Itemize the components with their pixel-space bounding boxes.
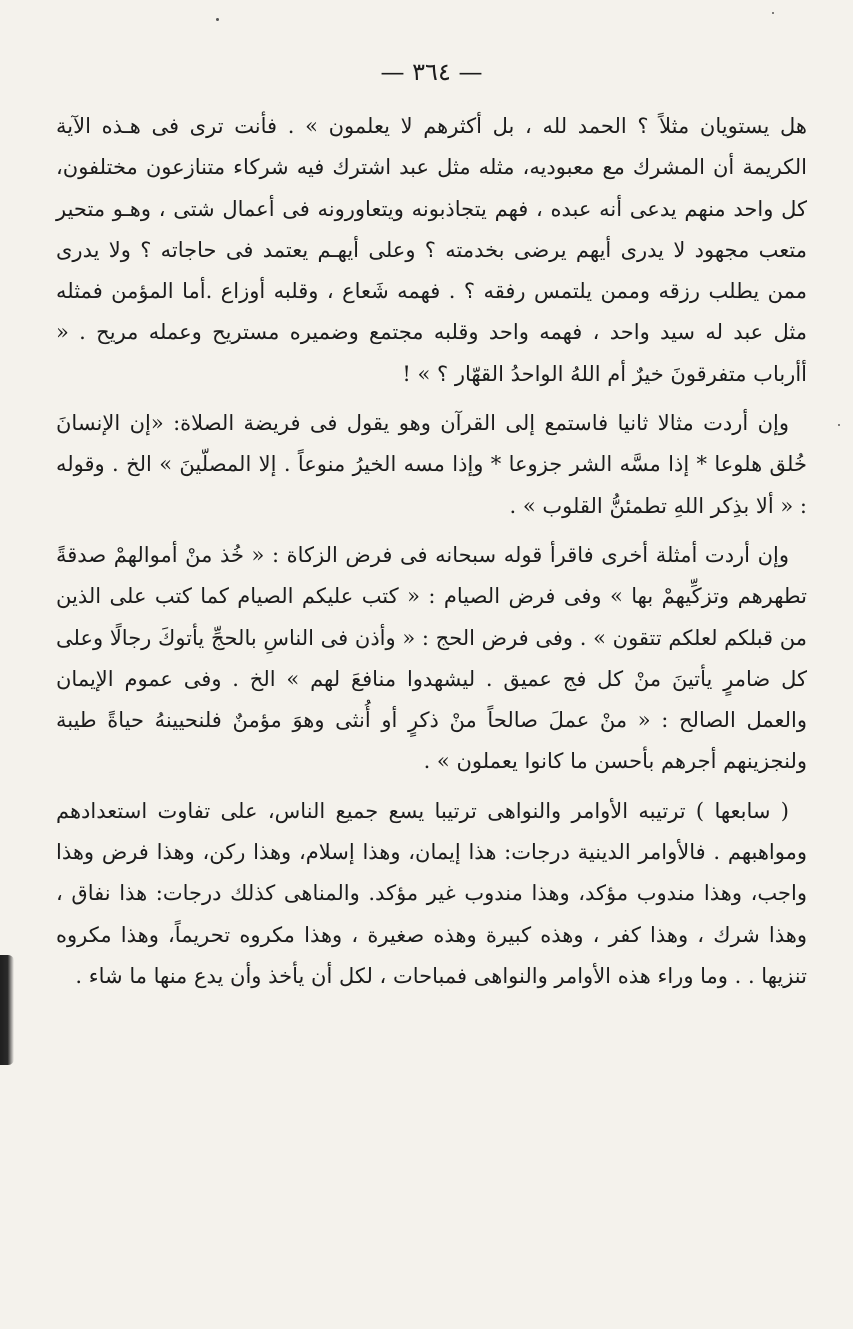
page-number: — ٣٦٤ — <box>380 58 483 86</box>
paragraph-2: وإن أردت مثالا ثانيا فاستمع إلى القرآن وهو يقول فى فريضة الصلاة: «إن الإنسانَ خُلق هلوعا * إذا مسَّه الشر جزوعا * وإذا مسه الخيرُ منوعاً . إلا المصلّينَ » الخ . وقوله : « ألا بذِكر اللهِ تطمئنُّ القلوب » . <box>56 411 807 518</box>
paragraph-4: ( سابعها ) ترتيبه الأوامر والنواهى ترتيبا يسع جميع الناس، على تفاوت استعدادهم ومواهبهم . فالأوامر الدينية درجات: هذا إيمان، وهذا إسلام، وهذا ركن، وهذا فرض وهذا واجب، وهذا مندوب مؤكد، وهذا مندوب غير مؤكد. والمناهى كذلك درجات: هذا نفاق ، وهذا شرك ، وهذا كفر ، وهذه كبيرة وهذه صغيرة ، وهذا مكروه تحريماً، وهذا مكروه تنزيها . . وما وراء هذه الأوامر والنواهى فمباحات ، لكل أن يأخذ وأن يدع منها ما شاء . <box>56 798 807 988</box>
scan-speck <box>216 18 219 21</box>
paragraph-3: وإن أردت أمثلة أخرى فاقرأ قوله سبحانه فى فرض الزكاة : « خُذ منْ أموالهمْ صدقةً تطهرهم وتزكِّيهمْ بها » وفى فرض الصيام : « كتب عليكم الصيام كما كتب على الذين من قبلكم لعلكم تتقون » . وفى فرض الحج : « وأذن فى الناسِ بالحجِّ يأتوكَ رجالًا وعلى كل ضامرٍ يأتينَ منْ كل فج عميق . ليشهدوا منافعَ لهم » الخ . وفى عموم الإيمان والعمل الصالح : « منْ عملَ صالحاً منْ ذكرٍ أو أُنثى وهوَ مؤمنٌ فلنحيينهُ حياةً طيبة ولنجزينهم أجرهم بأحسن ما كانوا يعملون » . <box>56 542 808 774</box>
paragraph-1: هل يستويان مثلاً ؟ الحمد لله ، بل أكثرهم لا يعلمون » . فأنت ترى فى هـذه الآية الكريمة أن المشرك مع معبوديه، مثله مثل عبد اشترك فيه شركاء متنازعون مختلفون، كل واحد منهم يدعى أنه عبده ، فهم يتجاذبونه ويتعاورونه فى أعمال شتى ، وهـو متحير متعب مجهود لا يدرى أيهم يرضى بخدمته ؟ وعلى أيهـم يعتمد فى حاجاته ؟ ولا يدرى ممن يطلب رزقه وممن يلتمس رفقه ؟ . فهمه شَعاع ، وقلبه أوزاع .أما المؤمن فمثله مثل عبد له سيد واحد ، فهمه واحد وقلبه مجتمع وضميره مستريح وعمله مريح . « أأرباب متفرقونَ خيرٌ أم اللهُ الواحدُ القهّار ؟ » ! <box>56 114 807 386</box>
scan-speck <box>838 424 840 426</box>
body-text <box>56 106 807 997</box>
scan-edge-shadow <box>0 955 14 1065</box>
scan-speck <box>772 12 774 14</box>
